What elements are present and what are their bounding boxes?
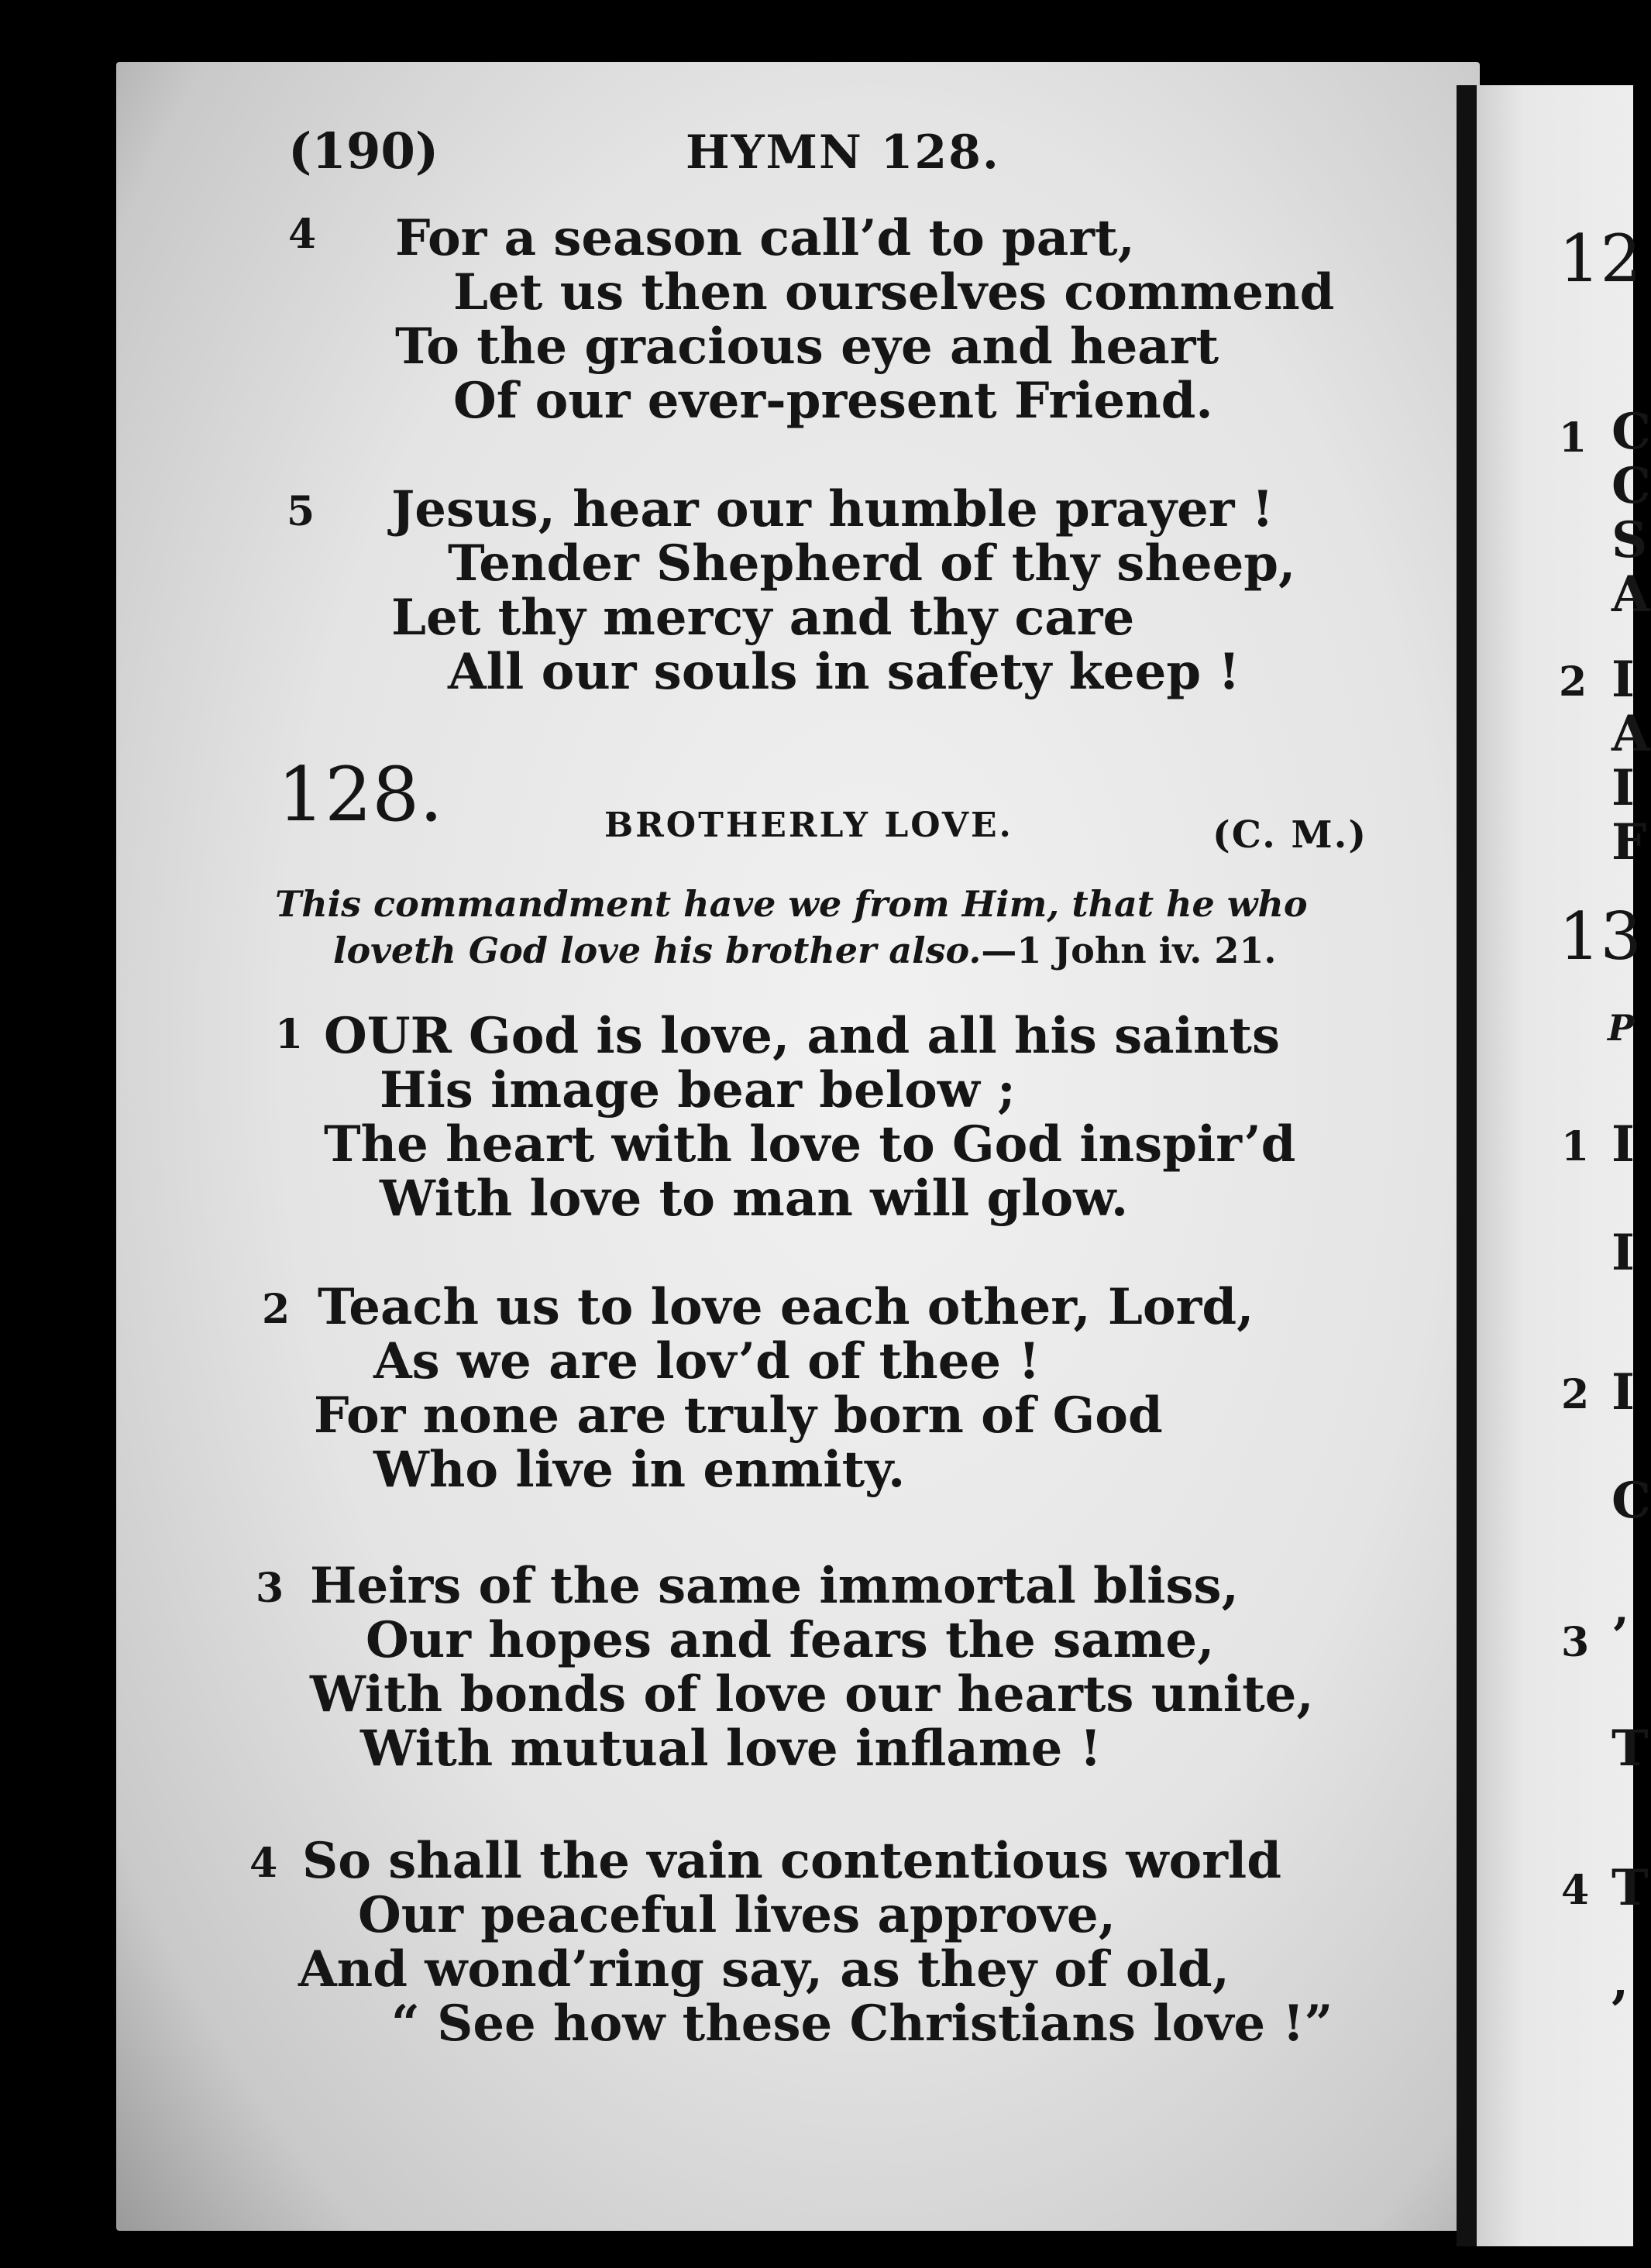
facing-line-fragment: I xyxy=(1611,651,1635,709)
facing-line-fragment: C xyxy=(1611,403,1651,461)
epigraph: This commandment have we from Him, that he who xyxy=(275,883,1308,925)
epigraph-text: loveth God love his brother also. xyxy=(333,930,982,971)
facing-line-fragment: T xyxy=(1611,1859,1649,1917)
scripture-reference: —1 John iv. 21. xyxy=(981,930,1277,971)
stanza-number: 4 xyxy=(249,1840,278,1887)
hymn-meter: (C. M.) xyxy=(1212,813,1368,857)
facing-stanza-number: 2 xyxy=(1561,1371,1590,1418)
facing-stanza-number: 2 xyxy=(1559,658,1587,706)
facing-epigraph-fragment: P xyxy=(1608,1007,1635,1049)
verse-line: “ See how these Christians love !” xyxy=(391,1995,1333,2053)
book-gutter xyxy=(1457,85,1477,2246)
verse-line: With mutual love inflame ! xyxy=(360,1720,1102,1778)
facing-line-fragment: , xyxy=(1611,1952,1629,2010)
stanza-number: 3 xyxy=(256,1565,284,1612)
stanza-number: 2 xyxy=(262,1286,291,1333)
facing-line-fragment: C xyxy=(1611,457,1651,515)
facing-stanza-number: 3 xyxy=(1561,1619,1590,1666)
verse-line: As we are lov’d of thee ! xyxy=(373,1332,1040,1390)
verse-line: Who live in enmity. xyxy=(373,1441,906,1499)
verse-line: And wond’ring say, as they of old, xyxy=(298,1940,1230,1998)
verse-line: Jesus, hear our humble prayer ! xyxy=(391,480,1274,538)
facing-line-fragment: T xyxy=(1611,1720,1649,1778)
verse-line: Of our ever-present Friend. xyxy=(453,372,1213,430)
facing-stanza-number: 4 xyxy=(1561,1867,1590,1914)
verse-line: His image bear below ; xyxy=(380,1061,1016,1119)
facing-line-fragment: C xyxy=(1611,1472,1651,1530)
hymn-title: BROTHERLY LOVE. xyxy=(604,806,1013,845)
verse-line: Teach us to love each other, Lord, xyxy=(318,1278,1254,1336)
epigraph xyxy=(333,930,1276,971)
facing-line-fragment: I xyxy=(1611,1115,1635,1174)
right-page xyxy=(1477,85,1633,2246)
stanza-number: 4 xyxy=(288,211,317,258)
verse-line: All our souls in safety keep ! xyxy=(448,643,1240,701)
running-head: HYMN 128. xyxy=(686,125,1000,180)
facing-line-fragment: I xyxy=(1611,759,1635,817)
verse-line: With love to man will glow. xyxy=(380,1170,1129,1228)
facing-line-fragment: ’ xyxy=(1611,1607,1629,1665)
verse-line: Let thy mercy and thy care xyxy=(391,589,1135,647)
facing-line-fragment: A xyxy=(1611,565,1650,624)
verse-line: So shall the vain contentious world xyxy=(302,1832,1281,1890)
verse-line: For a season call’d to part, xyxy=(395,209,1135,267)
facing-line-fragment: F xyxy=(1611,813,1647,871)
verse-line: Our hopes and fears the same, xyxy=(366,1611,1215,1669)
verse-line: Our peaceful lives approve, xyxy=(358,1886,1116,1944)
facing-stanza-number: 1 xyxy=(1559,414,1587,462)
page-number: (190) xyxy=(288,122,439,180)
facing-hymn-number: 13 xyxy=(1559,899,1642,974)
verse-line: OUR God is love, and all his saints xyxy=(324,1007,1280,1065)
verse-line: With bonds of love our hearts unite, xyxy=(310,1665,1314,1723)
hymn-number: 128. xyxy=(277,751,443,838)
verse-line: The heart with love to God inspir’d xyxy=(324,1115,1296,1174)
verse-line: To the gracious eye and heart xyxy=(395,318,1219,376)
stanza-number: 5 xyxy=(287,488,315,535)
facing-line-fragment: A xyxy=(1611,705,1650,763)
verse-line: For none are truly born of God xyxy=(314,1387,1163,1445)
facing-line-fragment: I xyxy=(1611,1224,1635,1282)
facing-line-fragment: S xyxy=(1611,511,1648,569)
facing-stanza-number: 1 xyxy=(1561,1123,1590,1170)
stanza-number: 1 xyxy=(275,1011,304,1058)
verse-line: Heirs of the same immortal bliss, xyxy=(310,1557,1239,1615)
facing-hymn-number: 12 xyxy=(1559,221,1642,297)
verse-line: Tender Shepherd of thy sheep, xyxy=(448,534,1296,593)
verse-line: Let us then ourselves commend xyxy=(453,263,1335,321)
facing-line-fragment: I xyxy=(1611,1363,1635,1421)
